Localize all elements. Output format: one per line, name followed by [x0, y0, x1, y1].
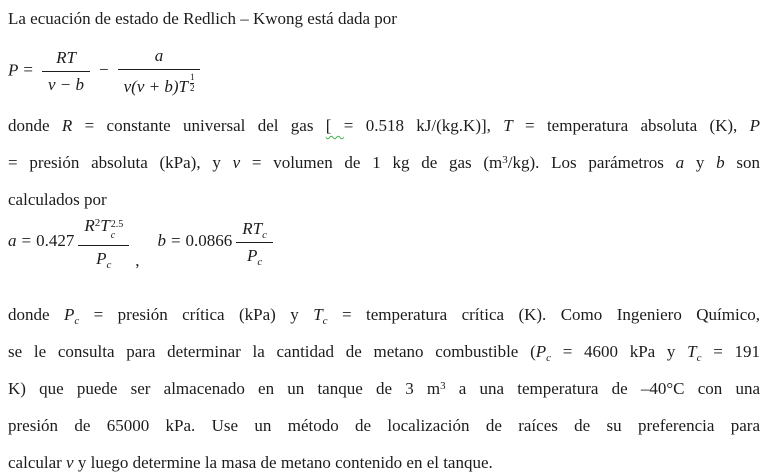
paragraph-line — [8, 416, 760, 444]
denominator-base: v(v + b)T — [123, 76, 188, 96]
paragraph-line — [8, 379, 760, 407]
subscript-c: c — [696, 352, 702, 364]
var-a: a — [8, 231, 17, 251]
text-run: donde — [8, 116, 62, 135]
denominator: v − b — [42, 71, 90, 95]
text-run: calculados por — [8, 190, 107, 209]
exponent-denominator: 2 — [189, 82, 195, 93]
sub-sup-stack — [111, 219, 124, 242]
text-run: = volumen de 1 kg de gas (m — [240, 153, 503, 172]
subscript-c: c — [110, 230, 116, 241]
superscript-3: 3 — [440, 380, 446, 392]
subscript-c: c — [106, 258, 112, 271]
text-run: presión de 65000 kPa. Use un método de localización de raíces de su preferencia para — [8, 416, 760, 435]
fraction-b-parameter — [236, 219, 273, 266]
text-run: donde — [8, 305, 64, 324]
superscript-2-5: 2.5 — [110, 218, 124, 230]
var-v: v — [232, 153, 241, 172]
paragraph-line — [8, 116, 760, 144]
text-run: son — [724, 153, 761, 172]
grammar-squiggle-bracket: [ — [325, 116, 344, 135]
superscript-2: 2 — [94, 217, 101, 229]
text-run: K) que puede ser almacenado en un tanque de 3 m — [8, 379, 441, 398]
text-run: /kg). Los parámetros — [507, 153, 676, 172]
equals-sign: = — [21, 231, 32, 251]
var-Tc: T — [687, 342, 697, 361]
denominator — [236, 242, 273, 266]
text-run: = presión crítica (kPa) y — [79, 305, 314, 324]
var-R: R — [242, 218, 253, 238]
fraction-a-over-vvbT — [118, 46, 201, 97]
denominator — [118, 69, 201, 97]
equals-sign: = — [23, 60, 33, 80]
text-run: = temperatura absoluta (K), — [512, 116, 750, 135]
numerator: a — [154, 46, 164, 65]
var-a: a — [675, 153, 685, 172]
paragraph-line — [8, 190, 760, 218]
numerator — [78, 216, 129, 245]
numerator: RT — [56, 47, 76, 67]
var-b: b — [157, 231, 166, 251]
coefficient-00866: 0.0866 — [185, 231, 233, 251]
subscript-c: c — [262, 228, 268, 241]
var-R: R — [84, 216, 95, 235]
var-P: P — [749, 116, 761, 135]
text-run: = 4600 kPa y — [551, 342, 688, 361]
var-T: T — [100, 216, 110, 235]
fraction-RT-over-v-minus-b — [42, 48, 90, 95]
exponent-numerator: 1 — [189, 72, 195, 82]
subscript-c: c — [546, 352, 552, 364]
var-Pc: P — [63, 305, 75, 324]
exponent-one-half — [190, 73, 195, 94]
text-run: = 0.518 kJ/(kg.K)], — [343, 116, 504, 135]
var-P: P — [8, 60, 19, 80]
var-Tc: T — [313, 305, 323, 324]
var-v: v — [66, 453, 74, 472]
var-b: b — [716, 153, 725, 172]
fraction-a-parameter — [78, 216, 129, 269]
denominator — [78, 245, 129, 269]
text-run: se le consulta para determinar la cantidad de metano combustible ( — [8, 342, 536, 361]
var-Pc: P — [535, 342, 547, 361]
equation-parameters-a-b — [8, 216, 277, 269]
text-run: a una temperatura de –40°C con una — [445, 379, 760, 398]
numerator — [236, 219, 273, 242]
text-run: y — [684, 153, 717, 172]
paragraph-line — [8, 453, 760, 475]
subscript-c: c — [74, 315, 80, 327]
equals-sign: = — [170, 231, 181, 251]
var-R: R — [61, 116, 73, 135]
subscript-c: c — [257, 255, 263, 268]
coefficient-0427: 0.427 — [36, 231, 75, 251]
text-run: = temperatura crítica (K). Como Ingeniero Químico, — [327, 305, 760, 324]
minus-sign: − — [99, 60, 109, 80]
subscript-c: c — [322, 315, 328, 327]
var-P: P — [96, 248, 107, 268]
intro-line — [8, 9, 760, 37]
superscript-3: 3 — [502, 154, 508, 166]
text-run: = presión absoluta (kPa), y — [8, 153, 233, 172]
paragraph-line — [8, 153, 760, 181]
paragraph-line — [8, 305, 760, 333]
equation-redlich-kwong — [8, 46, 204, 97]
var-T: T — [503, 116, 513, 135]
text-run: = constante universal del gas — [72, 116, 326, 135]
text-run: = 191 — [701, 342, 761, 361]
text-run: calcular — [8, 453, 67, 472]
var-T: T — [252, 218, 263, 238]
var-P: P — [247, 245, 258, 265]
text-run: La ecuación de estado de Redlich – Kwong está dada por — [8, 9, 397, 28]
comma: , — [135, 251, 140, 271]
text-run: y luego determine la masa de metano contenido en el tanque. — [73, 453, 493, 472]
paragraph-line — [8, 342, 760, 370]
